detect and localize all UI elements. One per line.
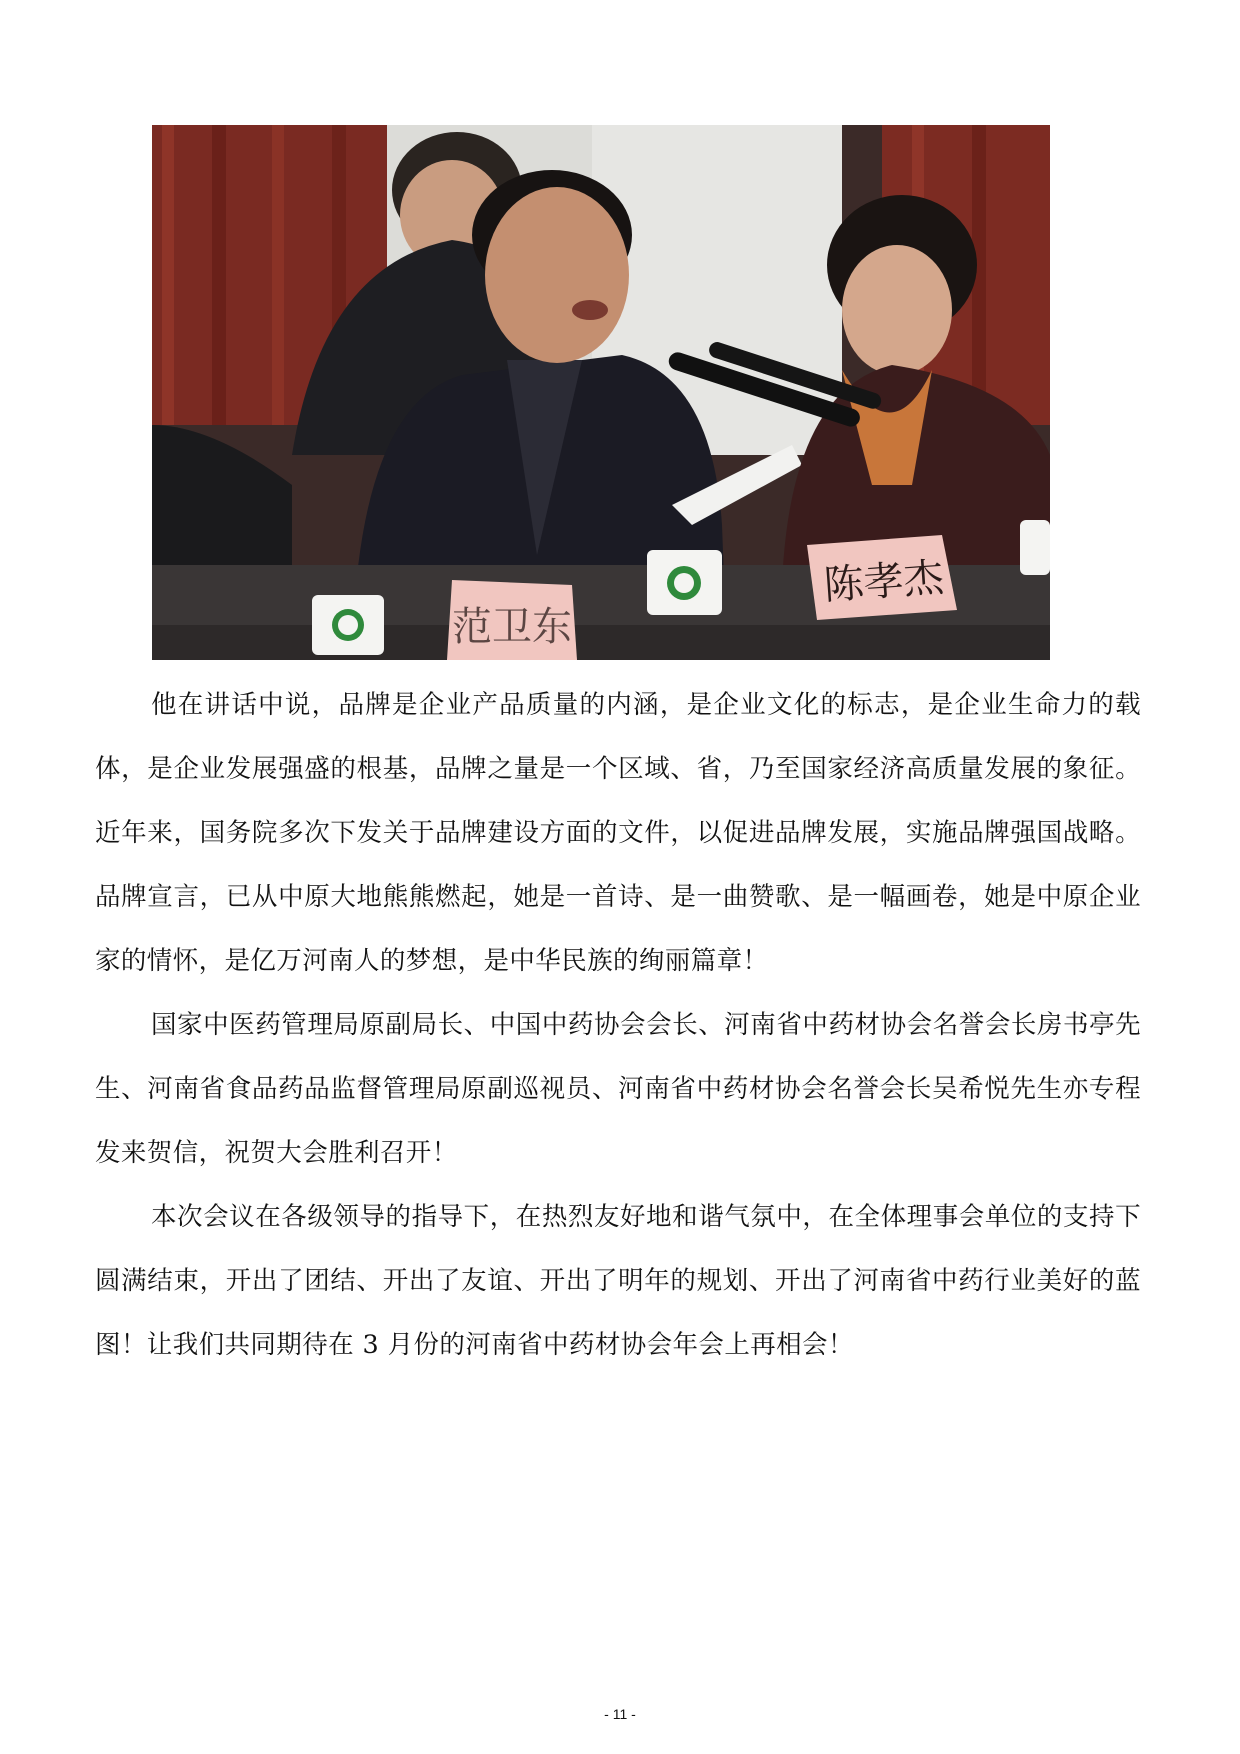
article-body: [95, 673, 1141, 1377]
nameplate-left-text: 范卫东: [452, 604, 572, 650]
paragraph: 他在讲话中说，品牌是企业产品质量的内涵，是企业文化的标志，是企业生命力的载体，是企业发展强盛的根基，品牌之量是一个区域、省，乃至国家经济高质量发展的象征。近年来，国务院多次下发关于品牌建设方面的文件，以促进品牌发展，实施品牌强国战略。品牌宣言，已从中原大地熊熊燃起，她是一首诗、是一曲赞歌、是一幅画卷，她是中原企业家的情怀，是亿万河南人的梦想，是中华民族的绚丽篇章！: [95, 690, 1141, 976]
page-number: - 11 -: [604, 1706, 636, 1722]
meeting-photo: [152, 125, 1050, 660]
paragraph: 本次会议在各级领导的指导下，在热烈友好地和谐气氛中，在全体理事会单位的支持下圆满结束，开出了团结、开出了友谊、开出了明年的规划、开出了河南省中药行业美好的蓝图！让我们共同期待在 3 月份的河南省中药材协会年会上再相会！: [95, 1202, 1141, 1360]
paragraph: 国家中医药管理局原副局长、中国中药协会会长、河南省中药材协会名誉会长房书亭先生、河南省食品药品监督管理局原副巡视员、河南省中药材协会名誉会长吴希悦先生亦专程发来贺信，祝贺大会胜利召开！: [95, 1010, 1141, 1168]
nameplate-right-text: 陈孝杰: [822, 554, 946, 610]
